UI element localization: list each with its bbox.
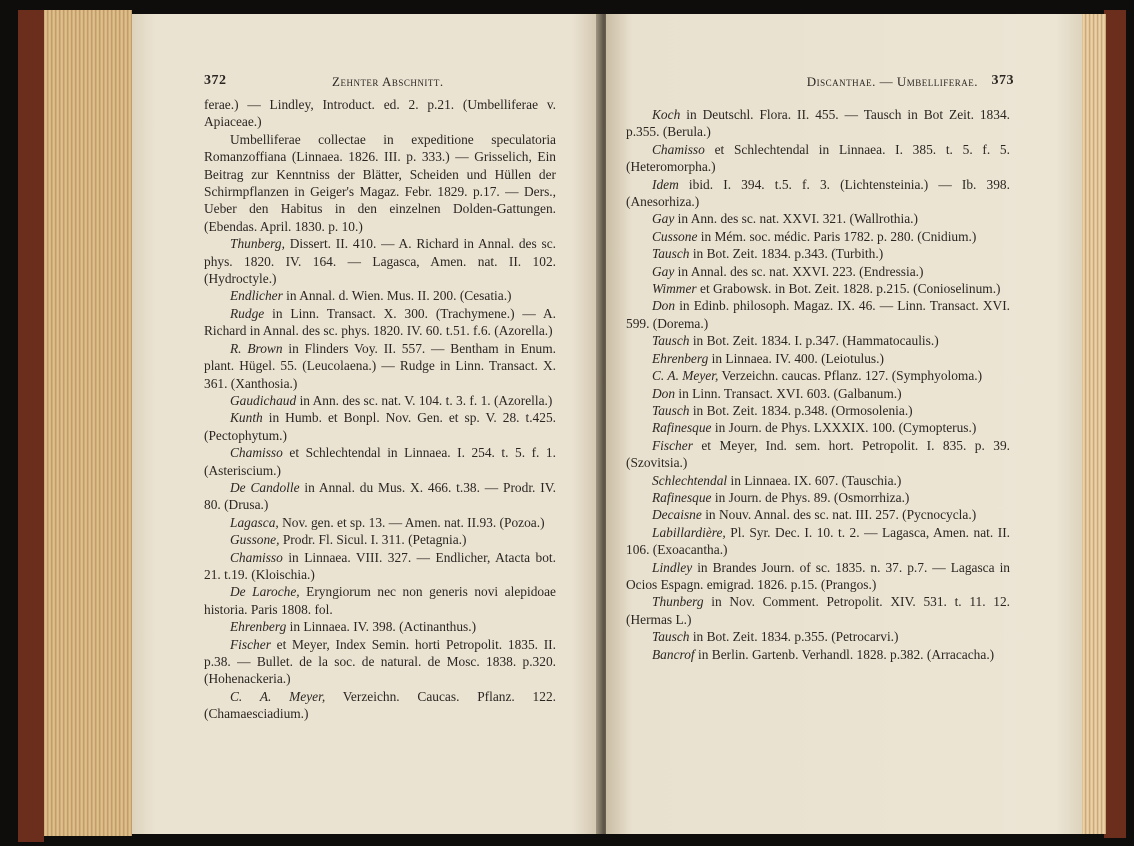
entry-text: in Brandes Journ. of sc. 1835. n. 37. p.7. — Lagasca in Ocios Espagn. emigrad. 1826. p.15. (Prangos.): [626, 559, 1010, 592]
entry-author: Ehrenberg: [230, 619, 287, 635]
entry-author: Thunberg,: [230, 236, 285, 252]
entry-author: R. Brown: [230, 340, 283, 356]
entry-author: Chamisso: [652, 141, 705, 157]
entry-text: in Bot. Zeit. 1834. p.355. (Petrocarvi.): [692, 629, 899, 645]
entry-author: Lagasca,: [230, 514, 279, 530]
entry-text: in Linnaea. IX. 607. (Tauschia.): [730, 472, 902, 488]
entry-author: Chamisso: [230, 445, 283, 461]
entry-author: C. A. Meyer,: [230, 688, 326, 704]
entry-text: in Journ. de Phys. 89. (Osmorrhiza.): [714, 489, 910, 505]
left-page-entry: [204, 305, 556, 340]
entry-author: Rafinesque: [652, 420, 712, 436]
entry-author: Decaisne: [652, 507, 702, 523]
entry-text: in Annal. du Mus. X. 466. t.38. — Prodr. IV. 80. (Drusa.): [204, 479, 556, 513]
left-page-entry: [204, 287, 556, 304]
right-page-entry: [626, 245, 1010, 262]
entry-author: Bancrof: [652, 646, 695, 662]
right-page-entry: [626, 628, 1010, 645]
left-page-entry: [204, 340, 556, 392]
left-page-body: [204, 96, 556, 723]
entry-text: ferae.) — Lindley, Introduct. ed. 2. p.21. (Umbelliferae v. Apiaceae.): [204, 97, 556, 130]
left-page-entry: [204, 636, 556, 688]
right-page-entry: [626, 437, 1010, 472]
entry-text: Umbelliferae collectae in expeditione speculatoria Romanzoffiana (Linnaea. 1826. III. p. 333.) — Grisselich, Ein Beitrag zur Kenntniss der Blätter, Scheiden und Hüllen der Schirmpflanzen in Geiger's Magaz. Febr. 1829. p.17. — Ders., Ueber den Habitus in den einzelnen Dolden-Gattungen. (Ebendas. April. 1830. p. 10.): [204, 131, 556, 234]
left-cover-edge: [18, 10, 44, 842]
left-page-entry: [204, 688, 556, 723]
entry-text: in Berlin. Gartenb. Verhandl. 1828. p.382. (Arracacha.): [698, 646, 995, 662]
entry-author: Fischer: [652, 437, 693, 453]
left-page: [132, 14, 604, 834]
entry-author: Schlechtendal: [652, 472, 728, 488]
entry-text: in Flinders Voy. II. 557. — Bentham in Enum. plant. Hügel. 55. (Leucolaena.) — Rudge in Linn. Transact. X. 361. (Xanthosia.): [204, 340, 556, 391]
entry-text: in Linnaea. IV. 400. (Leiotulus.): [711, 350, 884, 366]
entry-author: Tausch: [652, 629, 690, 645]
entry-text: Dissert. II. 410. — A. Richard in Annal. des sc. phys. 1820. IV. 164. — Lagasca, Amen. nat. II. 102. (Hydroctyle.): [204, 236, 556, 287]
right-page-entry: [626, 646, 1010, 663]
entry-text: in Linnaea. IV. 398. (Actinanthus.): [289, 619, 477, 635]
entry-author: Tausch: [652, 402, 690, 418]
left-page-entry: [204, 583, 556, 618]
entry-text: in Bot. Zeit. 1834. I. p.347. (Hammatocaulis.): [692, 333, 939, 349]
entry-text: in Nov. Comment. Petropolit. XIV. 531. t. 11. 12. (Hermas L.): [626, 594, 1010, 627]
entry-text: in Mém. soc. médic. Paris 1782. p. 280. (Cnidium.): [700, 228, 977, 244]
right-page-entry: [626, 489, 1010, 506]
entry-author: Labillardière,: [652, 524, 726, 540]
right-page-entry: [626, 559, 1010, 594]
entry-text: in Edinb. philosoph. Magaz. IX. 46. — Linn. Transact. XVI. 599. (Dorema.): [626, 298, 1011, 331]
entry-author: Fischer: [230, 636, 271, 652]
entry-text: in Linn. Transact. X. 300. (Trachymene.) — A. Richard in Annal. des sc. phys. 1820. IV. 60. t.51. f.6. (Azorella.): [204, 305, 556, 339]
right-page-entry: [626, 367, 1010, 384]
left-page-entry: [204, 618, 556, 635]
entry-text: et Schlechtendal in Linnaea. I. 254. t. 5. f. 1. (Asteriscium.): [204, 445, 556, 478]
right-page-entry: [626, 350, 1010, 367]
entry-author: Endlicher: [230, 288, 283, 304]
entry-author: Don: [652, 298, 676, 314]
left-page-number: 372: [204, 73, 227, 88]
left-page-entry: [204, 549, 556, 584]
entry-author: Idem: [652, 176, 679, 192]
right-page-edges: [1082, 14, 1106, 834]
entry-author: Gaudichaud: [230, 392, 297, 408]
entry-author: Lindley: [652, 559, 693, 575]
entry-text: Prodr. Fl. Sicul. I. 311. (Petagnia.): [282, 532, 467, 548]
left-page-edges: [44, 10, 132, 836]
entry-text: in Nouv. Annal. des sc. nat. III. 257. (Pycnocycla.): [705, 507, 977, 523]
entry-author: Kunth: [230, 410, 263, 426]
entry-author: Rafinesque: [652, 489, 712, 505]
entry-author: De Laroche,: [230, 584, 300, 600]
left-running-head: Zehnter Abschnitt.: [332, 74, 444, 89]
left-page-entry: [204, 409, 556, 444]
right-page-header: [702, 72, 1014, 92]
left-page-entry: [204, 444, 556, 479]
entry-text: Eryngiorum nec non generis novi alepidoae historia. Paris 1808. fol.: [204, 584, 556, 617]
entry-text: in Bot. Zeit. 1834. p.348. (Ormosolenia.): [692, 402, 913, 418]
right-page-entry: [626, 280, 1010, 297]
left-page-entry: [204, 392, 556, 409]
right-page-entry: [626, 332, 1010, 349]
entry-text: in Journ. de Phys. LXXXIX. 100. (Cymopterus.): [714, 420, 977, 436]
right-page-entry: [626, 141, 1010, 176]
left-page-entry: [204, 514, 556, 531]
entry-author: Wimmer: [652, 281, 697, 297]
right-page-entry: [626, 210, 1010, 227]
entry-text: et Grabowsk. in Bot. Zeit. 1828. p.215. (Conioselinum.): [700, 281, 1001, 297]
right-page-entry: [626, 419, 1010, 436]
left-page-entry: [204, 96, 556, 131]
entry-text: Nov. gen. et sp. 13. — Amen. nat. II.93. (Pozoa.): [282, 514, 545, 530]
entry-text: in Linn. Transact. XVI. 603. (Galbanum.): [678, 385, 902, 401]
entry-author: Gussone,: [230, 532, 280, 548]
entry-author: Koch: [652, 107, 681, 122]
entry-text: ibid. I. 394. t.5. f. 3. (Lichtensteinia.) — Ib. 398. (Anesorhiza.): [626, 176, 1010, 210]
right-page-body: [626, 106, 1010, 663]
entry-author: De Candolle: [230, 479, 300, 495]
right-page-entry: [626, 228, 1010, 245]
entry-text: in Annal. des sc. nat. XXVI. 223. (Endressia.): [677, 263, 924, 279]
right-page-entry: [626, 593, 1010, 628]
entry-author: Rudge: [230, 305, 265, 321]
entry-text: Verzeichn. caucas. Pflanz. 127. (Symphyoloma.): [721, 368, 983, 384]
right-page-number: 373: [991, 73, 1014, 88]
entry-author: Tausch: [652, 333, 690, 349]
entry-author: Ehrenberg: [652, 350, 709, 366]
entry-author: Don: [652, 385, 676, 401]
right-page-entry: [626, 506, 1010, 523]
right-page-entry: [626, 385, 1010, 402]
entry-text: in Humb. et Bonpl. Nov. Gen. et sp. V. 28. t.425. (Pectophytum.): [204, 410, 556, 443]
entry-text: in Bot. Zeit. 1834. p.343. (Turbith.): [692, 246, 884, 262]
entry-text: in Annal. d. Wien. Mus. II. 200. (Cesatia.): [286, 288, 512, 304]
right-page-entry: [626, 176, 1010, 211]
right-page-entry: [626, 472, 1010, 489]
left-page-entry: [204, 235, 556, 287]
entry-text: in Linnaea. VIII. 327. — Endlicher, Atacta bot. 21. t.19. (Kloischia.): [204, 549, 556, 582]
left-page-header: [204, 72, 550, 92]
right-page: [606, 14, 1082, 834]
entry-text: Pl. Syr. Dec. I. 10. t. 2. — Lagasca, Amen. nat. II. 106. (Exoacantha.): [626, 524, 1011, 558]
entry-text: Verzeichn. Caucas. Pflanz. 122. (Chamaesciadium.): [204, 688, 556, 722]
entry-author: Tausch: [652, 246, 690, 262]
entry-author: C. A. Meyer,: [652, 368, 719, 384]
entry-author: Gay: [652, 263, 675, 279]
entry-text: in Deutschl. Flora. II. 455. — Tausch in Bot Zeit. 1834. p.355. (Berula.): [626, 107, 1010, 140]
right-page-entry: [626, 297, 1010, 332]
left-page-entry: [204, 479, 556, 514]
right-running-head: Discanthae. — Umbelliferae.: [806, 74, 978, 89]
entry-author: Cussone: [652, 228, 698, 244]
entry-author: Chamisso: [230, 549, 283, 565]
right-page-entry: [626, 402, 1010, 419]
right-page-entry: [626, 524, 1010, 559]
right-cover-edge: [1104, 10, 1126, 838]
entry-text: in Ann. des sc. nat. V. 104. t. 3. f. 1. (Azorella.): [299, 392, 553, 408]
right-page-entry: [626, 263, 1010, 280]
left-page-entry: [204, 531, 556, 548]
left-page-entry: [204, 131, 556, 235]
entry-author: Gay: [652, 211, 675, 227]
right-page-entry: [626, 106, 1010, 141]
entry-text: in Ann. des sc. nat. XXVI. 321. (Wallrothia.): [677, 211, 918, 227]
entry-text: et Meyer, Ind. sem. hort. Petropolit. I. 835. p. 39. (Szovitsia.): [626, 437, 1010, 471]
entry-author: Thunberg: [652, 594, 704, 610]
entry-text: et Schlechtendal in Linnaea. I. 385. t. 5. f. 5. (Heteromorpha.): [626, 141, 1010, 175]
entry-text: et Meyer, Index Semin. horti Petropolit. 1835. II. p.38. — Bullet. de la soc. de natural. de Mosc. 1838. p.320. (Hohenackeria.): [204, 636, 556, 687]
